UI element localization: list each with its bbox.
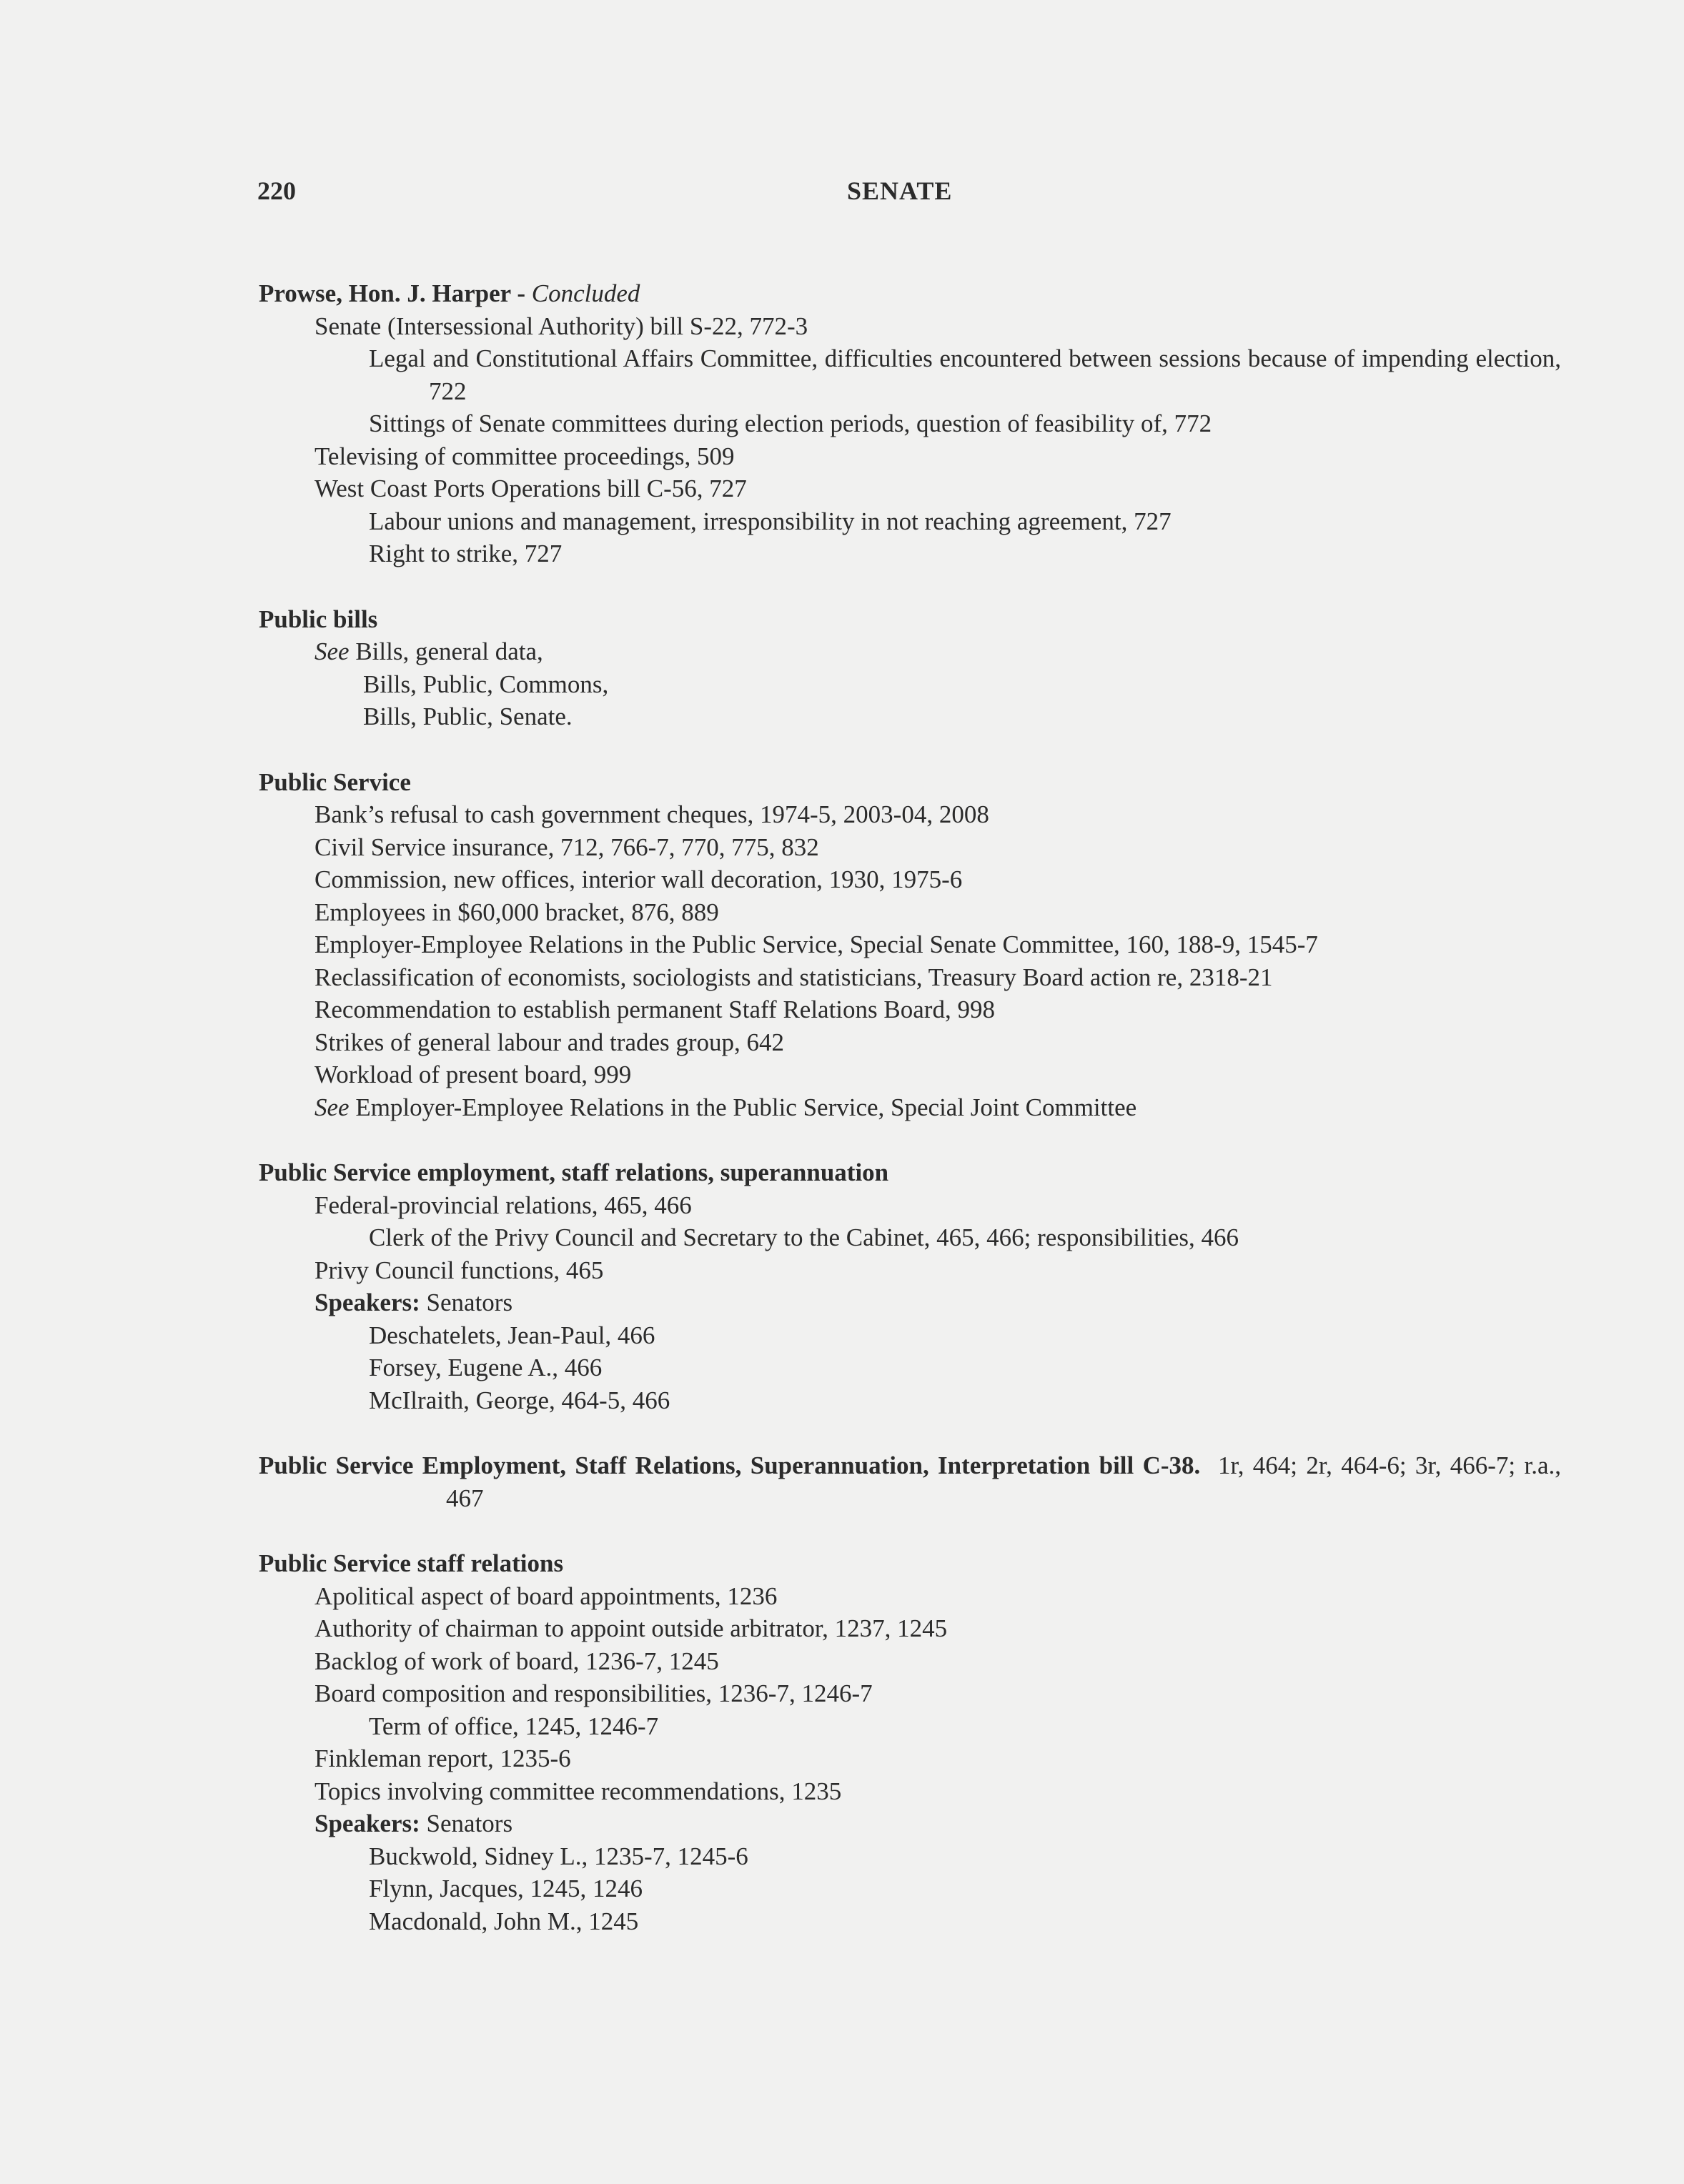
subentry: Reclassification of economists, sociologists and statisticians, Treasury Board action re, 2318-21 xyxy=(314,963,1273,991)
see-label: See xyxy=(314,637,350,665)
subentry: West Coast Ports Operations bill C-56, 727 xyxy=(314,475,747,502)
subsubentry: Legal and Constitutional Affairs Committee, difficulties encountered between sessions because of impending election, 722 xyxy=(369,344,1561,405)
subsubentry: Sittings of Senate committees during election periods, question of feasibility of, 772 xyxy=(369,409,1212,437)
speakers-label: Speakers: xyxy=(314,1289,420,1316)
speaker: Forsey, Eugene A., 466 xyxy=(369,1354,603,1381)
entry-heading: Public Service employment, staff relations, superannuation xyxy=(259,1158,889,1186)
entry-heading: Public Service Employment, Staff Relations, Superannuation, Interpretation bill C-38. xyxy=(259,1451,1201,1479)
see-reference: See Bills, general data, xyxy=(314,637,543,665)
subsubentry: Term of office, 1245, 1246-7 xyxy=(369,1712,659,1740)
subentry: Strikes of general labour and trades group, 642 xyxy=(314,1028,785,1056)
speakers-label: Speakers: xyxy=(314,1810,420,1837)
speaker: McIlraith, George, 464-5, 466 xyxy=(369,1386,670,1414)
subentry: Senate (Intersessional Authority) bill S-22, 772-3 xyxy=(314,312,808,340)
entry-ps-staff-relations xyxy=(259,1547,1561,1937)
subentry: Apolitical aspect of board appointments, 1236 xyxy=(314,1582,778,1610)
entry-heading: Prowse, Hon. J. Harper - Concluded xyxy=(259,279,640,307)
subsubentry: Clerk of the Privy Council and Secretary to the Cabinet, 465, 466; responsibilities, 466 xyxy=(369,1223,1239,1251)
entry-ps-bill xyxy=(259,1449,1567,1514)
page-header xyxy=(0,176,1684,207)
entry-heading: Public bills xyxy=(259,605,378,633)
subentry: Topics involving committee recommendations, 1235 xyxy=(314,1777,842,1805)
subentry: Finkleman report, 1235-6 xyxy=(314,1744,571,1772)
continued-label: Concluded xyxy=(531,279,640,307)
see-reference: Bills, Public, Senate. xyxy=(363,703,573,730)
subentry: Civil Service insurance, 712, 766-7, 770, 775, 832 xyxy=(314,833,819,861)
subentry: Workload of present board, 999 xyxy=(314,1061,632,1088)
entry-references: 1r, 464; 2r, 464-6; 3r, 466-7; r.a., 467 xyxy=(446,1451,1567,1512)
subentry: Employer-Employee Relations in the Public Service, Special Senate Committee, 160, 188-9, 1545-7 xyxy=(314,930,1318,958)
speakers-line: Speakers: Senators xyxy=(314,1289,513,1316)
entry-heading: Public Service xyxy=(259,768,411,796)
subentry: Board composition and responsibilities, 1236-7, 1246-7 xyxy=(314,1679,873,1707)
see-label: See xyxy=(314,1093,350,1121)
page-title: SENATE xyxy=(847,177,953,205)
speaker: Flynn, Jacques, 1245, 1246 xyxy=(369,1875,643,1902)
speaker: Macdonald, John M., 1245 xyxy=(369,1907,639,1935)
subentry: Authority of chairman to appoint outside arbitrator, 1237, 1245 xyxy=(314,1614,948,1642)
entry-public-bills xyxy=(259,603,1561,733)
see-reference: See Employer-Employee Relations in the Public Service, Special Joint Committee xyxy=(314,1093,1137,1121)
entry-public-service xyxy=(259,766,1561,1124)
see-reference: Bills, Public, Commons, xyxy=(363,670,609,698)
subentry: Commission, new offices, interior wall decoration, 1930, 1975-6 xyxy=(314,865,963,893)
subsubentry: Right to strike, 727 xyxy=(369,540,563,567)
speaker: Deschatelets, Jean-Paul, 466 xyxy=(369,1321,655,1349)
subentry: Televising of committee proceedings, 509 xyxy=(314,442,735,470)
page-number: 220 xyxy=(257,177,296,205)
speaker: Buckwold, Sidney L., 1235-7, 1245-6 xyxy=(369,1842,748,1870)
entry-prowse xyxy=(259,277,1561,570)
subentry: Employees in $60,000 bracket, 876, 889 xyxy=(314,898,719,926)
subsubentry: Labour unions and management, irresponsibility in not reaching agreement, 727 xyxy=(369,507,1172,535)
subentry: Bank’s refusal to cash government cheques, 1974-5, 2003-04, 2008 xyxy=(314,800,989,828)
subentry: Backlog of work of board, 1236-7, 1245 xyxy=(314,1647,719,1675)
entry-ps-employment xyxy=(259,1156,1561,1416)
index-content xyxy=(259,277,1567,1970)
subentry: Recommendation to establish permanent Staff Relations Board, 998 xyxy=(314,996,995,1023)
speakers-line: Speakers: Senators xyxy=(314,1810,513,1837)
subentry: Privy Council functions, 465 xyxy=(314,1256,604,1284)
subentry: Federal-provincial relations, 465, 466 xyxy=(314,1191,692,1219)
entry-heading: Public Service staff relations xyxy=(259,1549,564,1577)
